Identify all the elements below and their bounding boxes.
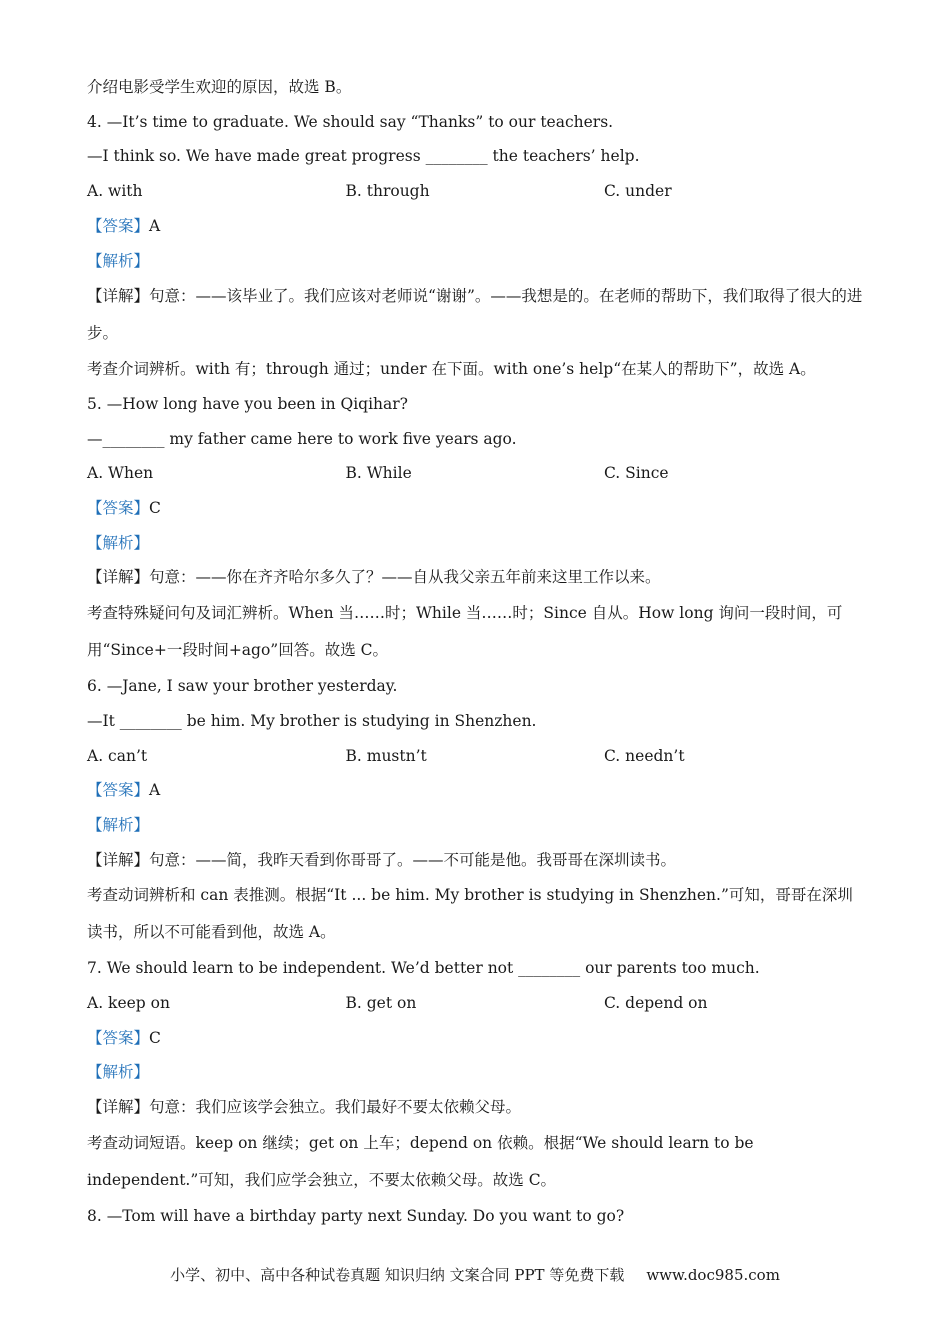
analysis-line (87, 526, 867, 561)
footer-text: 小学、初中、高中各种试卷真题 知识归纳 文案合同 PPT 等免费下载 (170, 1266, 625, 1284)
question-7 (87, 951, 867, 1199)
answer-value: A (149, 781, 161, 800)
detail-tag: 【详解】 (87, 287, 150, 306)
explanation-line: 考查动词辨析和 can 表推测。根据“It ... be him. My brother is studying in Shenzhen.”可知，哥哥在深圳读书，所以不可能看到他，故选 A。 (87, 886, 853, 942)
detail-text: 句意：我们应该学会独立。我们最好不要太依赖父母。 (149, 1098, 522, 1117)
option-b: B. through (345, 182, 430, 201)
answer-value: A (149, 216, 161, 235)
explanation-continuation: 介绍电影受学生欢迎的原因，故选 B。 (87, 78, 352, 96)
option-c: C. Since (604, 464, 669, 483)
options-row (87, 456, 867, 491)
analysis-tag: 【解析】 (87, 533, 150, 552)
options-row (87, 986, 867, 1021)
answer-tag: 【答案】 (87, 216, 150, 235)
option-a: A. with (87, 182, 143, 201)
question-stem: —It ________ be him. My brother is studying in Shenzhen. (87, 711, 537, 730)
option-a: A. When (87, 464, 154, 483)
analysis-line (87, 244, 867, 279)
answer-value: C (149, 499, 161, 518)
question-stem: 7. We should learn to be independent. We’d better not ________ our parents too much. (87, 959, 760, 978)
question-8-stem: 8. —Tom will have a birthday party next Sunday. Do you want to go? (87, 1206, 625, 1225)
options-row (87, 739, 867, 774)
question-stem: 6. —Jane, I saw your brother yesterday. (87, 677, 398, 696)
question-5 (87, 387, 867, 669)
answer-line (87, 773, 867, 808)
question-6 (87, 669, 867, 951)
question-stem: —________ my father came here to work five years ago. (87, 429, 517, 448)
detail-tag: 【详解】 (87, 568, 150, 587)
detail-line (87, 843, 867, 878)
detail-line (87, 560, 867, 595)
analysis-line (87, 1055, 867, 1090)
answer-tag: 【答案】 (87, 499, 150, 518)
question-stem: 5. —How long have you been in Qiqihar? (87, 394, 408, 413)
answer-tag: 【答案】 (87, 781, 150, 800)
answer-line (87, 209, 867, 244)
analysis-line (87, 808, 867, 843)
options-row (87, 174, 867, 209)
detail-text: 句意：——该毕业了。我们应该对老师说“谢谢”。——我想是的。在老师的帮助下，我们取得了很大的进步。 (87, 287, 863, 343)
detail-tag: 【详解】 (87, 850, 150, 869)
footer-url[interactable]: www.doc985.com (646, 1266, 780, 1284)
analysis-tag: 【解析】 (87, 815, 150, 834)
question-stem: —I think so. We have made great progress ________ the teachers’ help. (87, 147, 640, 166)
option-a: A. keep on (87, 994, 170, 1013)
option-b: B. While (345, 464, 412, 483)
option-c: C. needn’t (604, 746, 685, 765)
explanation-line: 考查特殊疑问句及词汇辨析。When 当……时；While 当……时；Since 自从。How long 询问一段时间，可用“Since+一段时间+ago”回答。故选 C。 (87, 604, 843, 660)
answer-line (87, 491, 867, 526)
detail-line (87, 1090, 867, 1125)
detail-tag: 【详解】 (87, 1098, 150, 1117)
answer-line (87, 1021, 867, 1056)
document-content (87, 70, 867, 1234)
answer-tag: 【答案】 (87, 1028, 150, 1047)
detail-text: 句意：——你在齐齐哈尔多久了？——自从我父亲五年前来这里工作以来。 (149, 568, 661, 587)
explanation-line: 考查动词短语。keep on 继续；get on 上车；depend on 依赖。根据“We should learn to be independent.”可知，我们应学会独立，不要太依赖父母。故选 C。 (87, 1133, 754, 1189)
page-footer (0, 1264, 950, 1285)
analysis-tag: 【解析】 (87, 1063, 150, 1082)
option-b: B. get on (345, 994, 417, 1013)
answer-value: C (149, 1028, 161, 1047)
option-a: A. can’t (87, 746, 148, 765)
explanation-line: 考查介词辨析。with 有；through 通过；under 在下面。with one’s help“在某人的帮助下”，故选 A。 (87, 360, 816, 379)
option-c: C. depend on (604, 994, 708, 1013)
detail-text: 句意：——简，我昨天看到你哥哥了。——不可能是他。我哥哥在深圳读书。 (149, 850, 677, 869)
detail-line (87, 278, 867, 352)
option-c: C. under (604, 182, 672, 201)
question-stem: 4. —It’s time to graduate. We should say “Thanks” to our teachers. (87, 112, 614, 131)
question-4 (87, 105, 867, 387)
analysis-tag: 【解析】 (87, 251, 150, 270)
option-b: B. mustn’t (345, 746, 427, 765)
